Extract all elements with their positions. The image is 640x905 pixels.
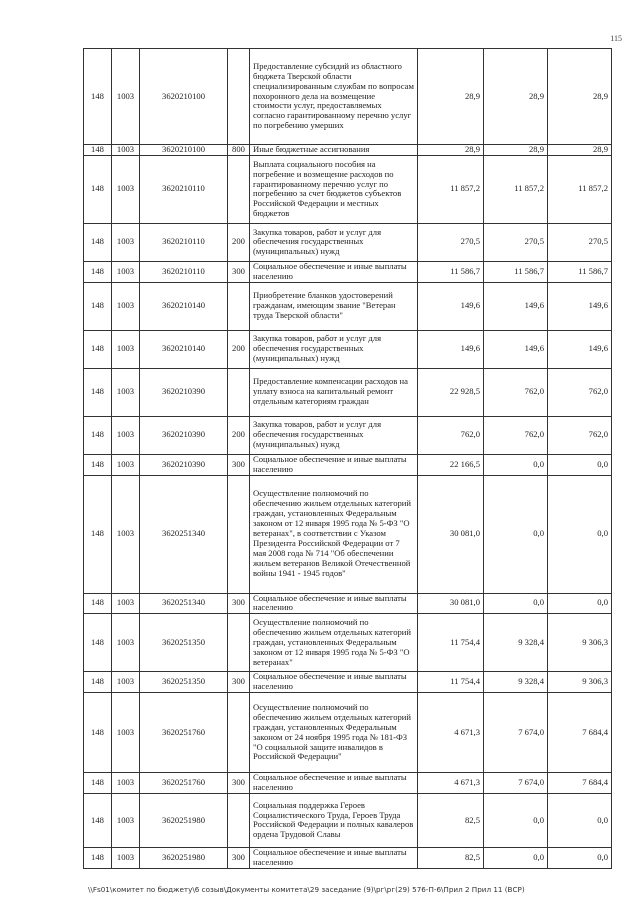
- cell-description: Социальное обеспечение и иные выплаты населению: [250, 261, 418, 282]
- cell-grbs: 148: [84, 614, 112, 672]
- cell-grbs: 148: [84, 475, 112, 593]
- cell-description: Предоставление субсидий из областного бюджета Тверской области специализированным службам по вопросам похоронного дела на возмещение стоимости услуг, предоставляемых согласно гарантированному перечню услуг по погребению умерших: [250, 49, 418, 145]
- cell-amount-year-3: 11 586,7: [548, 261, 612, 282]
- cell-amount-year-1: 11 586,7: [418, 261, 484, 282]
- cell-description: Закупка товаров, работ и услуг для обеспечения государственных (муниципальных) нужд: [250, 223, 418, 261]
- cell-target-article: 3620251980: [140, 847, 228, 868]
- cell-amount-year-3: 0,0: [548, 454, 612, 475]
- cell-amount-year-2: 9 328,4: [484, 614, 548, 672]
- cell-target-article: 3620210110: [140, 223, 228, 261]
- cell-section: 1003: [112, 773, 140, 794]
- cell-grbs: 148: [84, 155, 112, 223]
- cell-amount-year-1: 762,0: [418, 416, 484, 454]
- cell-description: Осуществление полномочий по обеспечению жильем отдельных категорий граждан, установленных Федеральным законом от 12 января 1995 года № 5-ФЗ "О ветеранах": [250, 614, 418, 672]
- cell-section: 1003: [112, 614, 140, 672]
- cell-grbs: 148: [84, 261, 112, 282]
- cell-target-article: 3620210140: [140, 330, 228, 368]
- table-row: [84, 49, 612, 145]
- cell-amount-year-2: 7 674,0: [484, 693, 548, 773]
- cell-amount-year-2: 11 586,7: [484, 261, 548, 282]
- table-row: [84, 593, 612, 614]
- cell-grbs: 148: [84, 672, 112, 693]
- cell-amount-year-1: 22 928,5: [418, 368, 484, 416]
- table-row: [84, 793, 612, 847]
- cell-expense-type: 300: [228, 672, 250, 693]
- file-path-footer: \\Fs01\комитет по бюджету\6 созыв\Документы комитета\29 заседание (9)\рг\рг(29) 576-П-6\Прил 2 Прил 11 (ВСР): [88, 885, 525, 894]
- cell-amount-year-1: 22 166,5: [418, 454, 484, 475]
- table-row: [84, 773, 612, 794]
- cell-section: 1003: [112, 793, 140, 847]
- cell-section: 1003: [112, 847, 140, 868]
- cell-amount-year-1: 82,5: [418, 847, 484, 868]
- cell-amount-year-2: 0,0: [484, 475, 548, 593]
- cell-amount-year-1: 28,9: [418, 49, 484, 145]
- cell-section: 1003: [112, 368, 140, 416]
- cell-expense-type: 800: [228, 145, 250, 156]
- cell-amount-year-3: 11 857,2: [548, 155, 612, 223]
- cell-amount-year-3: 0,0: [548, 593, 612, 614]
- cell-target-article: 3620210390: [140, 368, 228, 416]
- cell-description: Иные бюджетные ассигнования: [250, 145, 418, 156]
- table-row: [84, 847, 612, 868]
- cell-amount-year-1: 270,5: [418, 223, 484, 261]
- cell-target-article: 3620251350: [140, 614, 228, 672]
- cell-amount-year-2: 149,6: [484, 330, 548, 368]
- cell-amount-year-2: 9 328,4: [484, 672, 548, 693]
- table-row: [84, 145, 612, 156]
- cell-amount-year-2: 0,0: [484, 454, 548, 475]
- cell-amount-year-3: 0,0: [548, 847, 612, 868]
- cell-amount-year-2: 0,0: [484, 593, 548, 614]
- cell-expense-type: [228, 282, 250, 330]
- cell-expense-type: [228, 793, 250, 847]
- cell-expense-type: [228, 49, 250, 145]
- cell-expense-type: [228, 155, 250, 223]
- table-row: [84, 368, 612, 416]
- cell-expense-type: [228, 693, 250, 773]
- table-row: [84, 416, 612, 454]
- cell-section: 1003: [112, 155, 140, 223]
- table-row: [84, 282, 612, 330]
- cell-target-article: 3620210100: [140, 49, 228, 145]
- cell-amount-year-1: 11 754,4: [418, 614, 484, 672]
- cell-section: 1003: [112, 145, 140, 156]
- cell-expense-type: 200: [228, 330, 250, 368]
- cell-amount-year-3: 0,0: [548, 475, 612, 593]
- cell-expense-type: 300: [228, 261, 250, 282]
- table-row: [84, 693, 612, 773]
- cell-target-article: 3620251340: [140, 593, 228, 614]
- cell-amount-year-2: 149,6: [484, 282, 548, 330]
- cell-expense-type: 300: [228, 593, 250, 614]
- cell-amount-year-2: 28,9: [484, 49, 548, 145]
- cell-expense-type: 200: [228, 416, 250, 454]
- cell-description: Социальное обеспечение и иные выплаты населению: [250, 672, 418, 693]
- cell-grbs: 148: [84, 223, 112, 261]
- cell-amount-year-3: 762,0: [548, 416, 612, 454]
- cell-amount-year-1: 4 671,3: [418, 693, 484, 773]
- cell-grbs: 148: [84, 793, 112, 847]
- cell-expense-type: [228, 368, 250, 416]
- cell-description: Закупка товаров, работ и услуг для обеспечения государственных (муниципальных) нужд: [250, 330, 418, 368]
- cell-expense-type: [228, 614, 250, 672]
- table-row: [84, 672, 612, 693]
- cell-description: Социальное обеспечение и иные выплаты населению: [250, 593, 418, 614]
- cell-section: 1003: [112, 223, 140, 261]
- cell-description: Социальное обеспечение и иные выплаты населению: [250, 454, 418, 475]
- cell-amount-year-2: 762,0: [484, 416, 548, 454]
- cell-target-article: 3620210390: [140, 454, 228, 475]
- page-number: 115: [610, 34, 622, 43]
- cell-amount-year-3: 7 684,4: [548, 773, 612, 794]
- cell-grbs: 148: [84, 416, 112, 454]
- cell-amount-year-1: 4 671,3: [418, 773, 484, 794]
- table-row: [84, 223, 612, 261]
- cell-section: 1003: [112, 282, 140, 330]
- cell-description: Выплата социального пособия на погребение и возмещение расходов по гарантированному перечню услуг по погребению за счет бюджетов субъектов Российской Федерации и местных бюджетов: [250, 155, 418, 223]
- cell-description: Приобретение бланков удостоверений гражданам, имеющим звание "Ветеран труда Тверской области": [250, 282, 418, 330]
- cell-amount-year-3: 28,9: [548, 145, 612, 156]
- cell-section: 1003: [112, 330, 140, 368]
- cell-amount-year-2: 7 674,0: [484, 773, 548, 794]
- cell-expense-type: [228, 475, 250, 593]
- cell-target-article: 3620251760: [140, 693, 228, 773]
- cell-section: 1003: [112, 672, 140, 693]
- cell-grbs: 148: [84, 847, 112, 868]
- table-row: [84, 454, 612, 475]
- cell-target-article: 3620251980: [140, 793, 228, 847]
- cell-amount-year-3: 9 306,3: [548, 672, 612, 693]
- cell-amount-year-3: 9 306,3: [548, 614, 612, 672]
- cell-amount-year-1: 11 857,2: [418, 155, 484, 223]
- cell-target-article: 3620210390: [140, 416, 228, 454]
- cell-grbs: 148: [84, 454, 112, 475]
- cell-amount-year-1: 149,6: [418, 282, 484, 330]
- cell-amount-year-1: 149,6: [418, 330, 484, 368]
- cell-amount-year-3: 149,6: [548, 330, 612, 368]
- cell-description: Осуществление полномочий по обеспечению жильем отдельных категорий граждан, установленных Федеральным законом от 24 ноября 1995 года № 181-ФЗ "О социальной защите инвалидов в Российской Федерации": [250, 693, 418, 773]
- cell-expense-type: 300: [228, 454, 250, 475]
- cell-grbs: 148: [84, 593, 112, 614]
- cell-grbs: 148: [84, 330, 112, 368]
- cell-section: 1003: [112, 454, 140, 475]
- cell-amount-year-1: 82,5: [418, 793, 484, 847]
- table-row: [84, 475, 612, 593]
- cell-section: 1003: [112, 475, 140, 593]
- cell-expense-type: 300: [228, 773, 250, 794]
- cell-target-article: 3620251760: [140, 773, 228, 794]
- cell-section: 1003: [112, 693, 140, 773]
- table-row: [84, 261, 612, 282]
- cell-description: Социальная поддержка Героев Социалистического Труда, Героев Труда Российской Федерации и полных кавалеров ордена Трудовой Славы: [250, 793, 418, 847]
- cell-grbs: 148: [84, 145, 112, 156]
- cell-amount-year-3: 762,0: [548, 368, 612, 416]
- cell-target-article: 3620210110: [140, 155, 228, 223]
- cell-grbs: 148: [84, 49, 112, 145]
- cell-description: Социальное обеспечение и иные выплаты населению: [250, 847, 418, 868]
- cell-amount-year-2: 28,9: [484, 145, 548, 156]
- cell-section: 1003: [112, 49, 140, 145]
- budget-table: [83, 48, 612, 869]
- cell-grbs: 148: [84, 282, 112, 330]
- cell-description: Закупка товаров, работ и услуг для обеспечения государственных (муниципальных) нужд: [250, 416, 418, 454]
- cell-description: Предоставление компенсации расходов на уплату взноса на капитальный ремонт отдельным категориям граждан: [250, 368, 418, 416]
- cell-amount-year-1: 28,9: [418, 145, 484, 156]
- cell-amount-year-1: 30 081,0: [418, 475, 484, 593]
- cell-expense-type: 300: [228, 847, 250, 868]
- cell-grbs: 148: [84, 693, 112, 773]
- cell-amount-year-2: 0,0: [484, 847, 548, 868]
- cell-target-article: 3620251350: [140, 672, 228, 693]
- cell-target-article: 3620210110: [140, 261, 228, 282]
- cell-expense-type: 200: [228, 223, 250, 261]
- cell-amount-year-3: 7 684,4: [548, 693, 612, 773]
- cell-target-article: 3620210140: [140, 282, 228, 330]
- cell-grbs: 148: [84, 368, 112, 416]
- cell-amount-year-3: 149,6: [548, 282, 612, 330]
- cell-target-article: 3620210100: [140, 145, 228, 156]
- cell-amount-year-2: 270,5: [484, 223, 548, 261]
- cell-amount-year-3: 0,0: [548, 793, 612, 847]
- cell-amount-year-2: 762,0: [484, 368, 548, 416]
- cell-description: Социальное обеспечение и иные выплаты населению: [250, 773, 418, 794]
- cell-target-article: 3620251340: [140, 475, 228, 593]
- cell-amount-year-2: 0,0: [484, 793, 548, 847]
- table-row: [84, 330, 612, 368]
- cell-amount-year-3: 270,5: [548, 223, 612, 261]
- cell-section: 1003: [112, 416, 140, 454]
- cell-description: Осуществление полномочий по обеспечению жильем отдельных категорий граждан, установленных Федеральным законом от 12 января 1995 года № 5-ФЗ "О ветеранах", в соответствии с Указом Президента Российской Федерации от 7 мая 2008 года № 714 "Об обеспечении жильем ветеранов Великой Отечественной войны 1941 - 1945 годов": [250, 475, 418, 593]
- cell-amount-year-1: 11 754,4: [418, 672, 484, 693]
- cell-section: 1003: [112, 593, 140, 614]
- cell-section: 1003: [112, 261, 140, 282]
- cell-amount-year-1: 30 081,0: [418, 593, 484, 614]
- table-row: [84, 614, 612, 672]
- cell-amount-year-3: 28,9: [548, 49, 612, 145]
- cell-amount-year-2: 11 857,2: [484, 155, 548, 223]
- cell-grbs: 148: [84, 773, 112, 794]
- table-row: [84, 155, 612, 223]
